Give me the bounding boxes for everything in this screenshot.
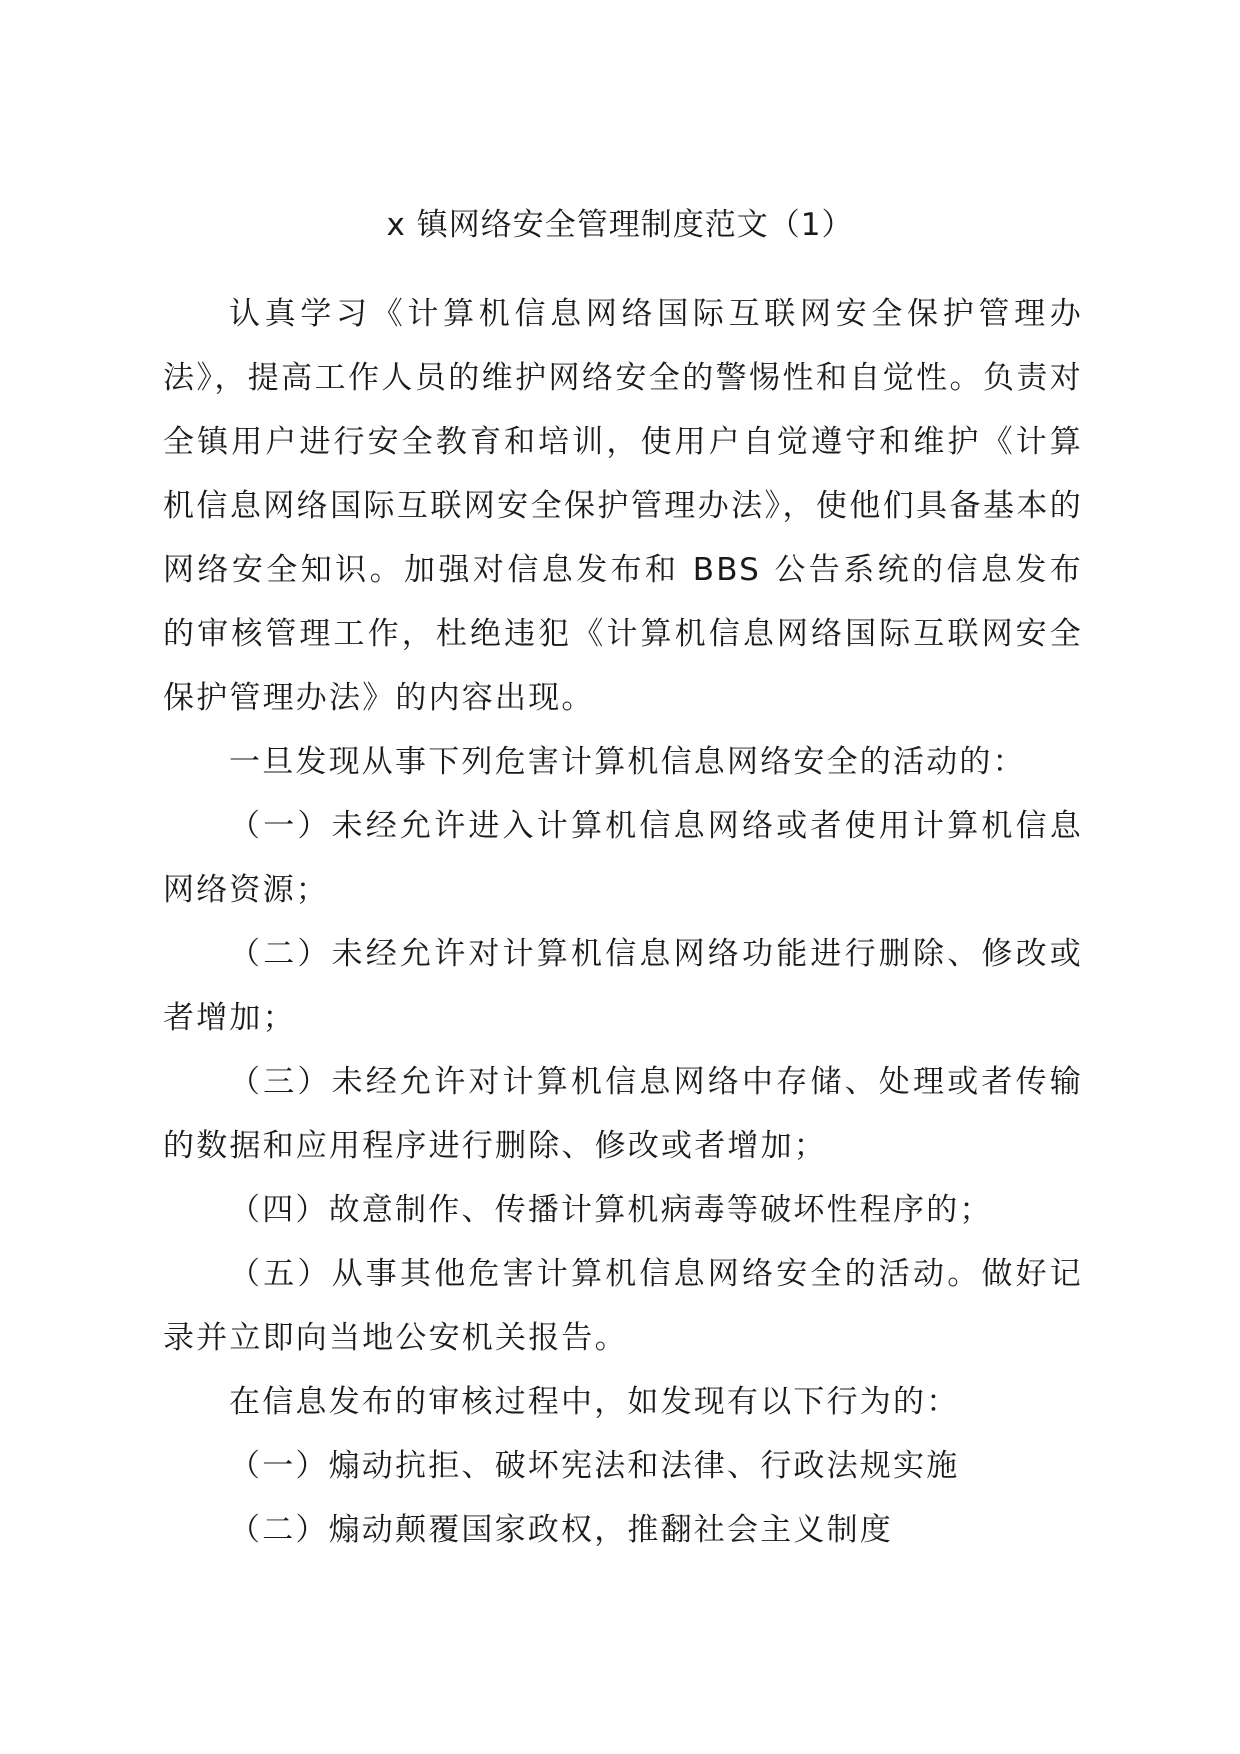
paragraph-activity-5: （五）从事其他危害计算机信息网络安全的活动。做好记录并立即向当地公安机关报告。 bbox=[163, 1256, 1083, 1356]
paragraph-activity-4: （四）故意制作、传播计算机病毒等破坏性程序的； bbox=[229, 1192, 993, 1228]
document-body bbox=[163, 282, 1083, 1562]
paragraph-review-lead: 在信息发布的审核过程中，如发现有以下行为的： bbox=[229, 1384, 960, 1420]
paragraph-activity-3: （三）未经允许对计算机信息网络中存储、处理或者传输的数据和应用程序进行删除、修改或者增加； bbox=[163, 1064, 1083, 1164]
document-title: x 镇网络安全管理制度范文（1） bbox=[386, 207, 854, 243]
paragraph-activity-2: （二）未经允许对计算机信息网络功能进行删除、修改或者增加； bbox=[163, 936, 1083, 1036]
paragraph-activities-lead: 一旦发现从事下列危害计算机信息网络安全的活动的： bbox=[229, 744, 1026, 780]
paragraph-activity-1: （一）未经允许进入计算机信息网络或者使用计算机信息网络资源； bbox=[163, 808, 1083, 908]
paragraph-intro: 认真学习《计算机信息网络国际互联网安全保护管理办法》，提高工作人员的维护网络安全的警惕性和自觉性。负责对全镇用户进行安全教育和培训，使用户自觉遵守和维护《计算机信息网络国际互联网安全保护管理办法》，使他们具备基本的网络安全知识。加强对信息发布和 BBS 公告系统的信息发布的审核管理工作，杜绝违犯《计算机信息网络国际互联网安全保护管理办法》的内容出现。 bbox=[163, 296, 1083, 716]
paragraph-behavior-2: （二）煽动颠覆国家政权，推翻社会主义制度 bbox=[229, 1512, 893, 1548]
paragraph-behavior-1: （一）煽动抗拒、破坏宪法和法律、行政法规实施 bbox=[229, 1448, 960, 1484]
